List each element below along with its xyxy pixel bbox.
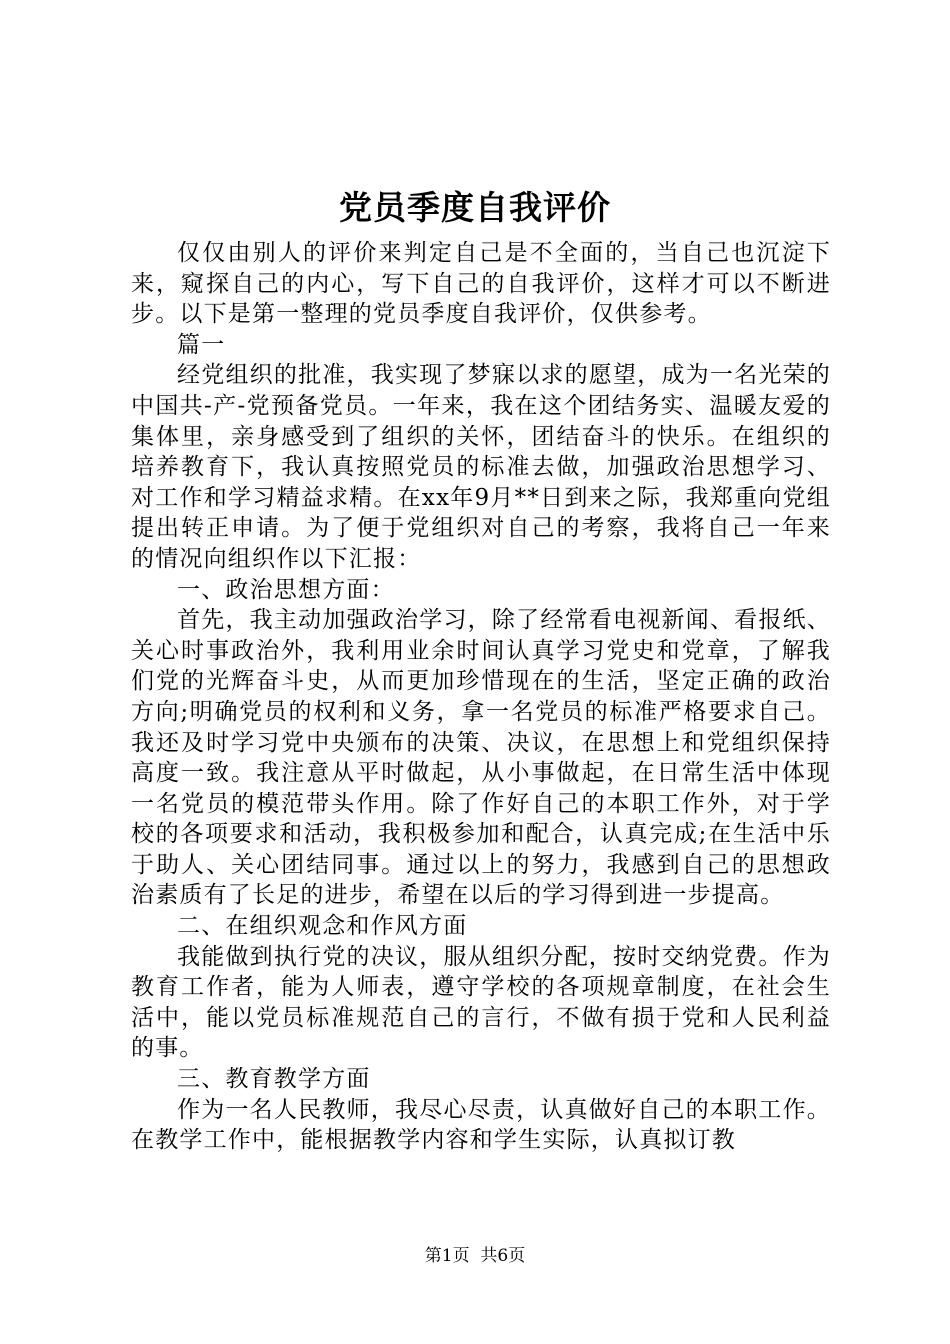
page-footer bbox=[0, 1244, 950, 1268]
section-heading-organization: 二、在组织观念和作风方面 bbox=[177, 913, 468, 940]
document-body bbox=[131, 238, 831, 1156]
intro-paragraph: 仅仅由别人的评价来判定自己是不全面的，当自己也沉淀下来，窥探自己的内心，写下自己的自我评价，这样才可以不断进步。以下是第一整理的党员季度自我评价，仅供参考。 bbox=[131, 240, 831, 328]
body-paragraph: 首先，我主动加强政治学习，除了经常看电视新闻、看报纸、关心时事政治外，我利用业余时间认真学习党史和党章，了解我们党的光辉奋斗史，从而更加珍惜现在的生活，坚定正确的政治方向;明确党员的权利和义务，拿一名党员的标准严格要求自己。我还及时学习党中央颁布的决策、决议，在思想上和党组织保持高度一致。我注意从平时做起，从小事做起，在日常生活中体现一名党员的模范带头作用。除了作好自己的本职工作外，对于学校的各项要求和活动，我积极参加和配合，认真完成;在生活中乐于助人、关心团结同事。通过以上的努力，我感到自己的思想政治素质有了长足的进步，希望在以后的学习得到进一步提高。 bbox=[131, 607, 831, 909]
page-number: 第1页 bbox=[424, 1246, 470, 1266]
body-paragraph: 我能做到执行党的决议，服从组织分配，按时交纳党费。作为教育工作者，能为人师表，遵守学校的各项规章制度，在社会生活中，能以党员标准规范自己的言行，不做有损于党和人民利益的事。 bbox=[131, 943, 831, 1062]
document-title: 党员季度自我评价 bbox=[339, 188, 611, 227]
section-heading-part-one: 篇一 bbox=[177, 331, 226, 358]
section-heading-political: 一、政治思想方面： bbox=[177, 576, 395, 603]
body-paragraph: 经党组织的批准，我实现了梦寐以求的愿望，成为一名光荣的中国共-产-党预备党员。一年来，我在这个团结务实、温暖友爱的集体里，亲身感受到了组织的关怀，团结奋斗的快乐。在组织的培养教育下，我认真按照党员的标准去做，加强政治思想学习、对工作和学习精益求精。在xx年9月**日到来之际，我郑重向党组提出转正申请。为了便于党组织对自己的考察，我将自己一年来的情况向组织作以下汇报： bbox=[131, 362, 831, 572]
page-total: 共6页 bbox=[480, 1246, 526, 1266]
body-paragraph: 作为一名人民教师，我尽心尽责，认真做好自己的本职工作。在教学工作中，能根据教学内容和学生实际，认真拟订教 bbox=[131, 1096, 831, 1154]
section-heading-teaching: 三、教育教学方面 bbox=[177, 1066, 371, 1093]
